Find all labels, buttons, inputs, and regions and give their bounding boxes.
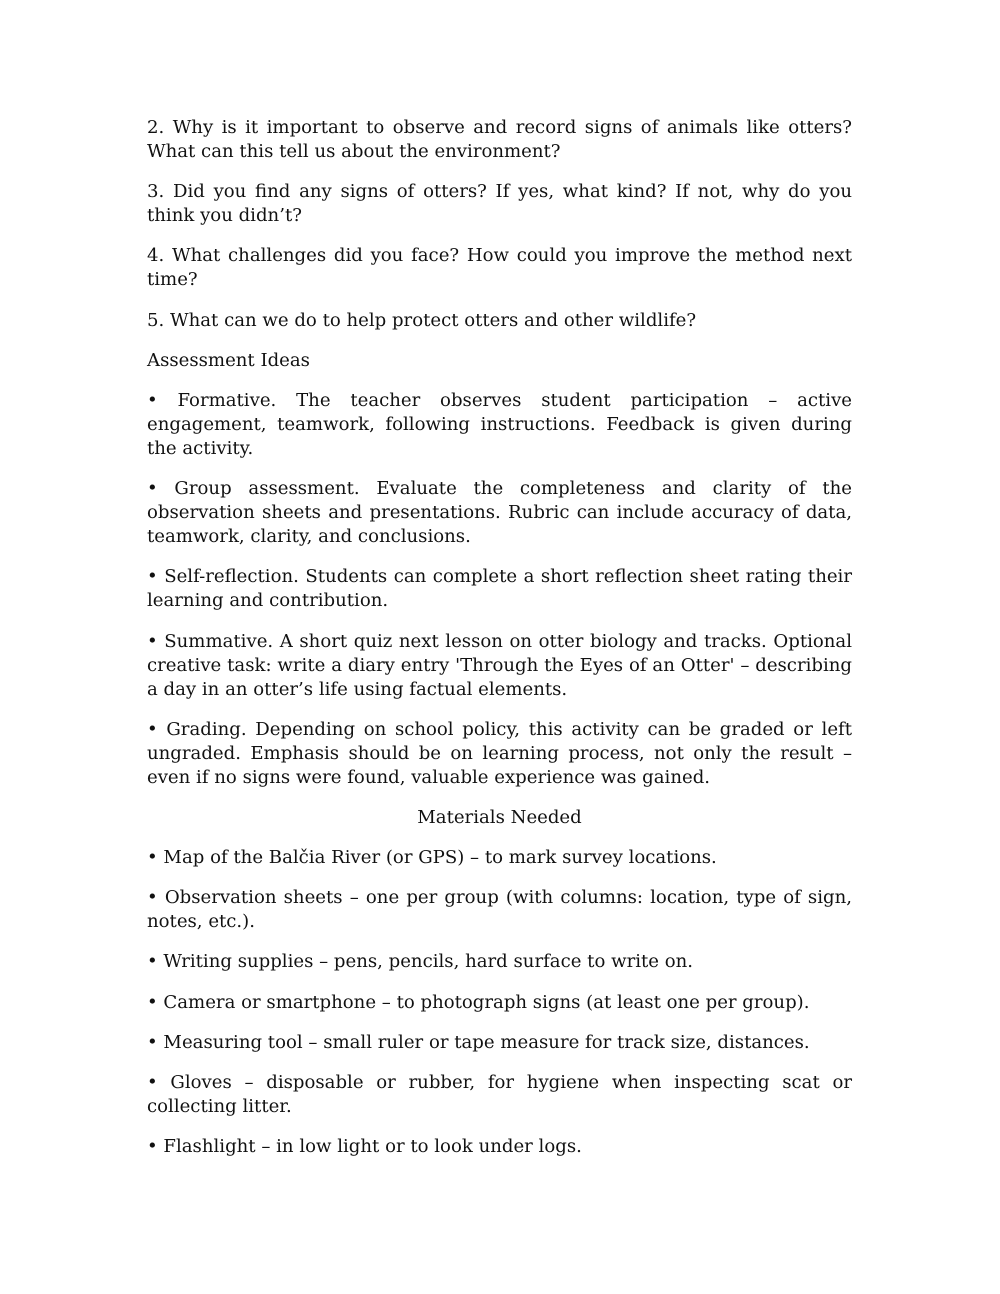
materials-item-flashlight: • Flashlight – in low light or to look under logs. — [147, 1136, 582, 1158]
document-page — [147, 116, 852, 1175]
question-5: 5. What can we do to help protect otters and other wildlife? — [147, 309, 697, 331]
assessment-item-grading: • Grading. Depending on school policy, this activity can be graded or left ungraded. Emphasis should be on learning process, not only the result – even if no signs were found, valuable experience was gained. — [147, 718, 852, 788]
materials-item-map: • Map of the Balčia River (or GPS) – to mark survey locations. — [147, 847, 717, 869]
question-2: 2. Why is it important to observe and record signs of animals like otters? What can this tell us about the environment? — [147, 117, 852, 162]
materials-item-gloves: • Gloves – disposable or rubber, for hygiene when inspecting scat or collecting litter. — [147, 1072, 852, 1117]
materials-item-camera: • Camera or smartphone – to photograph signs (at least one per group). — [147, 991, 810, 1013]
materials-item-writing-supplies: • Writing supplies – pens, pencils, hard surface to write on. — [147, 951, 694, 973]
question-4: 4. What challenges did you face? How could you improve the method next time? — [147, 245, 852, 291]
assessment-item-group: • Group assessment. Evaluate the completeness and clarity of the observation sheets and presentations. Rubric can include accuracy of data, teamwork, clarity, and conclusions. — [147, 478, 852, 548]
materials-item-observation-sheets: • Observation sheets – one per group (with columns: location, type of sign, notes, etc.). — [147, 887, 852, 933]
materials-heading: Materials Needed — [417, 806, 582, 828]
assessment-item-summative: • Summative. A short quiz next lesson on otter biology and tracks. Optional creative task: write a diary entry 'Through the Eyes of an Otter' – describing a day in an otter’s life using factual elements. — [147, 630, 852, 700]
assessment-item-formative: • Formative. The teacher observes student participation – active engagement, teamwork, following instructions. Feedback is given during the activity. — [147, 389, 852, 459]
assessment-item-self-reflection: • Self-reflection. Students can complete a short reflection sheet rating their learning and contribution. — [147, 566, 852, 612]
materials-item-measuring-tool: • Measuring tool – small ruler or tape measure for track size, distances. — [147, 1031, 810, 1053]
question-3: 3. Did you find any signs of otters? If yes, what kind? If not, why do you think you didn’t? — [147, 181, 852, 227]
assessment-heading: Assessment Ideas — [147, 349, 310, 371]
